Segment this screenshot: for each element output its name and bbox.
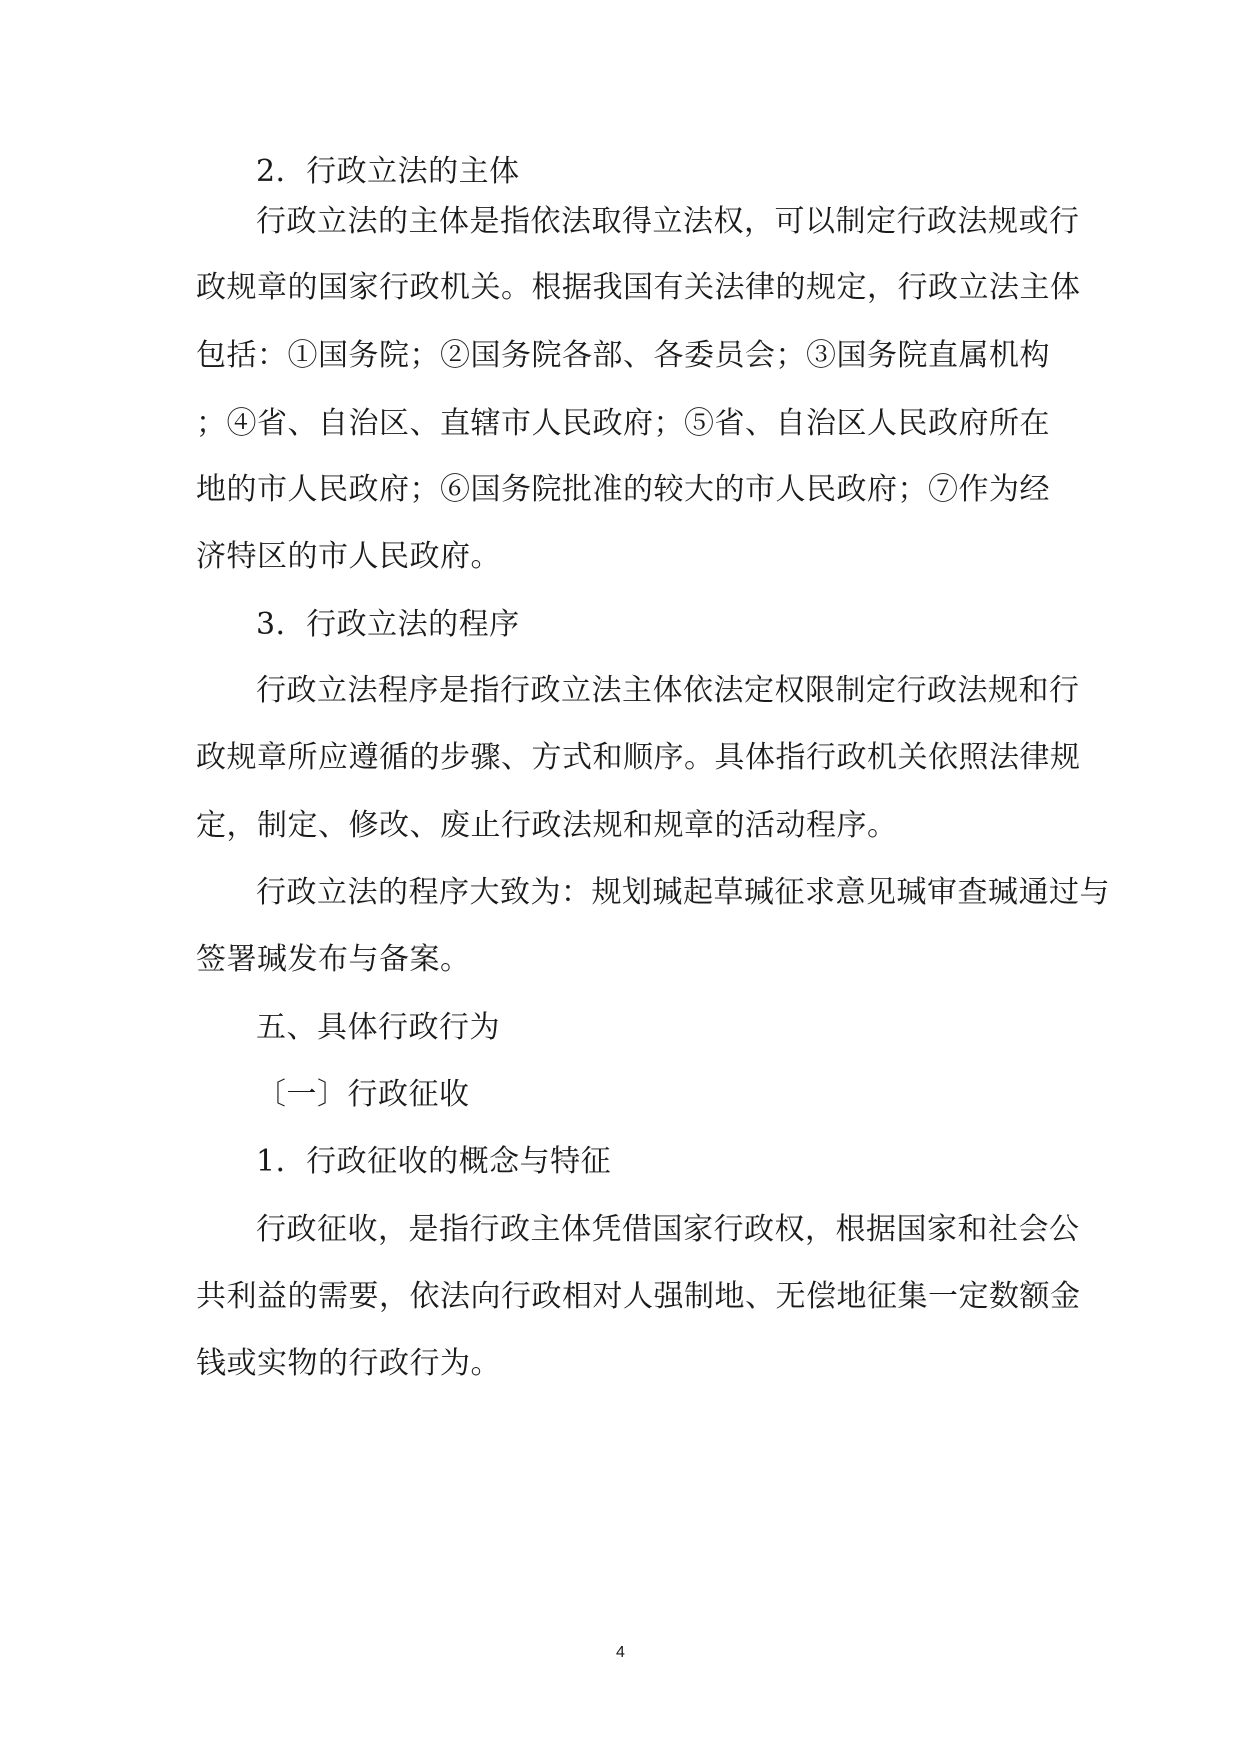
paragraph-line: 定，制定、修改、废止行政法规和规章的活动程序。 [196, 808, 898, 843]
paragraph-line: 政规章所应遵循的步骤、方式和顺序。具体指行政机关依照法律规 [196, 740, 1081, 775]
paragraph-line: 钱或实物的行政行为。 [196, 1346, 501, 1381]
page-number: 4 [616, 1644, 625, 1661]
paragraph-line: 济特区的市人民政府。 [196, 539, 501, 574]
paragraph-line: 行政立法的程序大致为：规划瑊起草瑊征求意见瑊审查瑊通过与 [256, 875, 1110, 910]
section-heading: 〔一〕行政征收 [256, 1077, 470, 1112]
section-heading: 3．行政立法的程序 [256, 607, 520, 642]
paragraph-line: 行政立法程序是指行政立法主体依法定权限制定行政法规和行 [256, 673, 1080, 708]
paragraph-line: 政规章的国家行政机关。根据我国有关法律的规定，行政立法主体 [196, 270, 1081, 305]
paragraph-line: 行政立法的主体是指依法取得立法权，可以制定行政法规或行 [256, 204, 1080, 239]
subsection-heading: 1．行政征收的概念与特征 [256, 1144, 612, 1179]
paragraph-line: 行政征收，是指行政主体凭借国家行政权，根据国家和社会公 [256, 1212, 1080, 1247]
paragraph-line: 包括：①国务院；②国务院各部、各委员会；③国务院直属机构 [196, 338, 1050, 373]
paragraph-line: 签署瑊发布与备案。 [196, 942, 471, 977]
paragraph-line: ；④省、自治区、直辖市人民政府；⑤省、自治区人民政府所在 [196, 406, 1050, 441]
chapter-heading: 五、具体行政行为 [256, 1010, 500, 1045]
paragraph-line: 地的市人民政府；⑥国务院批准的较大的市人民政府；⑦作为经 [196, 472, 1050, 507]
paragraph-line: 共利益的需要，依法向行政相对人强制地、无偿地征集一定数额金 [196, 1279, 1081, 1314]
section-heading: 2．行政立法的主体 [256, 154, 520, 189]
